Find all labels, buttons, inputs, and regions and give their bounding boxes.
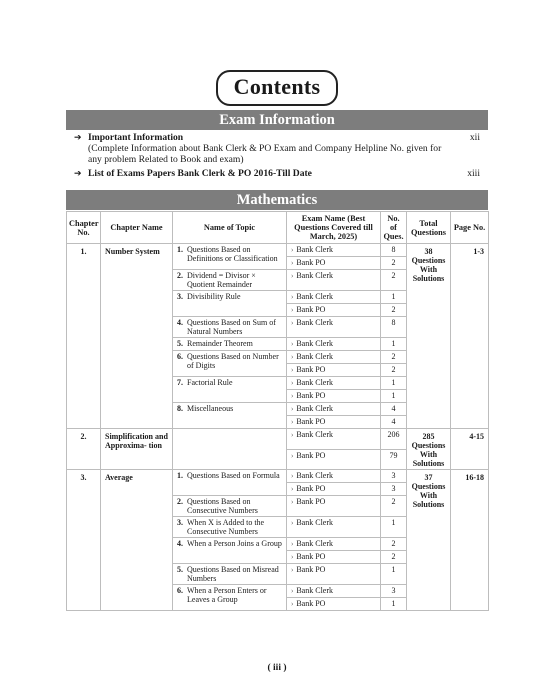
chapter-number: 1.: [67, 244, 101, 429]
topic-name: Remainder Theorem: [187, 339, 253, 348]
info-page-number: xiii: [467, 168, 480, 179]
question-count: 1: [381, 377, 407, 390]
chevron-right-icon: ›: [291, 540, 294, 548]
question-count: 4: [381, 416, 407, 429]
chevron-right-icon: ›: [291, 392, 294, 400]
chevron-right-icon: ›: [291, 306, 294, 314]
table-row: [67, 429, 489, 450]
exam-name-cell: [287, 517, 381, 538]
column-header-topic: Name of Topic: [173, 212, 287, 244]
info-heading: Important Information: [88, 132, 184, 143]
topic-cell: [173, 585, 287, 611]
column-header-exam: Exam Name (Best Questions Covered till March, 2025): [287, 212, 381, 244]
topic-cell: [173, 564, 287, 585]
exam-name: Bank Clerk: [296, 292, 334, 301]
column-header-chapter-name: Chapter Name: [101, 212, 173, 244]
chevron-right-icon: ›: [291, 272, 294, 280]
topic-name: Miscellaneous: [187, 404, 234, 413]
title-wrapper: [0, 70, 554, 106]
exam-name: Bank Clerk: [296, 586, 334, 595]
contents-table: [66, 211, 489, 611]
topic-cell: [173, 403, 287, 429]
info-item-exam-list: [74, 168, 488, 180]
column-header-page-no: Page No.: [451, 212, 489, 244]
table-header-row: [67, 212, 489, 244]
topic-cell: [173, 538, 287, 564]
table-row: [67, 244, 489, 257]
info-page-number: xii: [469, 132, 480, 143]
info-item-important: [74, 132, 488, 166]
exam-name-cell: [287, 429, 381, 450]
column-header-no-of-ques: No. of Ques.: [381, 212, 407, 244]
total-questions: 38 Questions With Solutions: [407, 244, 451, 429]
topic-number: 2.: [177, 271, 183, 280]
exam-name: Bank Clerk: [296, 539, 334, 548]
chevron-right-icon: ›: [291, 405, 294, 413]
topic-name: Questions Based on Consecutive Numbers: [187, 497, 258, 515]
topic-name: When X is Added to the Consecutive Numbers: [187, 518, 265, 536]
right-arrow-icon: ➔: [74, 132, 82, 142]
exam-name: Bank Clerk: [296, 339, 334, 348]
chevron-right-icon: ›: [291, 553, 294, 561]
exam-name-cell: [287, 291, 381, 304]
exam-name: Bank PO: [296, 391, 326, 400]
table-row: [67, 470, 489, 483]
topic-name: Dividend = Divisor × Quotient Remainder: [187, 271, 256, 289]
topic-cell: [173, 270, 287, 291]
exam-name-cell: [287, 270, 381, 291]
page-number: 4-15: [451, 429, 489, 470]
topic-name: Questions Based on Definitions or Classification: [187, 245, 278, 263]
topic-name: Questions Based on Formula: [187, 471, 280, 480]
topic-number: 4.: [177, 318, 183, 327]
question-count: 2: [381, 257, 407, 270]
topic-name: Questions Based on Sum of Natural Numbers: [187, 318, 276, 336]
chevron-right-icon: ›: [291, 259, 294, 267]
exam-name-cell: [287, 390, 381, 403]
exam-name-cell: [287, 364, 381, 377]
topic-number: 4.: [177, 539, 183, 548]
right-arrow-icon: ➔: [74, 168, 82, 178]
exam-name-cell: [287, 470, 381, 483]
exam-name: Bank Clerk: [296, 318, 334, 327]
chevron-right-icon: ›: [291, 498, 294, 506]
page-title: Contents: [216, 70, 339, 106]
topic-number: 1.: [177, 245, 183, 254]
question-count: 1: [381, 390, 407, 403]
question-count: 3: [381, 483, 407, 496]
topic-number: 2.: [177, 497, 183, 506]
exam-name-cell: [287, 483, 381, 496]
table-body: [67, 244, 489, 611]
question-count: 8: [381, 244, 407, 257]
exam-name: Bank PO: [296, 565, 326, 574]
exam-name: Bank PO: [296, 599, 326, 608]
question-count: 2: [381, 304, 407, 317]
page-number: 1-3: [451, 244, 489, 429]
exam-name-cell: [287, 551, 381, 564]
topic-cell: [173, 338, 287, 351]
exam-name-cell: [287, 317, 381, 338]
exam-name-cell: [287, 449, 381, 470]
question-count: 3: [381, 585, 407, 598]
topic-number: 5.: [177, 565, 183, 574]
topic-name: When a Person Joins a Group: [187, 539, 282, 548]
question-count: 79: [381, 449, 407, 470]
chevron-right-icon: ›: [291, 600, 294, 608]
chevron-right-icon: ›: [291, 566, 294, 574]
question-count: 1: [381, 291, 407, 304]
exam-information-heading: Exam Information: [66, 110, 488, 130]
topic-cell: [173, 291, 287, 317]
mathematics-heading: Mathematics: [66, 190, 488, 210]
exam-name: Bank PO: [296, 305, 326, 314]
topic-number: 5.: [177, 339, 183, 348]
info-detail: (Complete Information about Bank Clerk & PO Exam and Company Helpline No. given for any problem Related to Book and exam): [88, 143, 442, 165]
exam-name: Bank PO: [296, 417, 326, 426]
topic-cell: [173, 429, 287, 470]
total-questions: 285 Questions With Solutions: [407, 429, 451, 470]
question-count: 4: [381, 403, 407, 416]
topic-cell: [173, 517, 287, 538]
info-text: [88, 168, 448, 179]
topic-cell: [173, 317, 287, 338]
topic-name: When a Person Enters or Leaves a Group: [187, 586, 267, 604]
topic-name: Divisibility Rule: [187, 292, 241, 301]
exam-name: Bank Clerk: [296, 245, 334, 254]
topic-cell: [173, 496, 287, 517]
exam-name-cell: [287, 598, 381, 611]
exam-name: Bank Clerk: [296, 430, 334, 439]
question-count: 1: [381, 598, 407, 611]
exam-name: Bank Clerk: [296, 378, 334, 387]
chevron-right-icon: ›: [291, 418, 294, 426]
question-count: 8: [381, 317, 407, 338]
question-count: 1: [381, 517, 407, 538]
chapter-name: Number System: [101, 244, 173, 429]
question-count: 2: [381, 270, 407, 291]
exam-name-cell: [287, 416, 381, 429]
chevron-right-icon: ›: [291, 472, 294, 480]
exam-name: Bank Clerk: [296, 271, 334, 280]
exam-name-cell: [287, 377, 381, 390]
question-count: 2: [381, 551, 407, 564]
chevron-right-icon: ›: [291, 293, 294, 301]
exam-name: Bank PO: [296, 497, 326, 506]
exam-name: Bank PO: [296, 552, 326, 561]
exam-name: Bank PO: [296, 365, 326, 374]
question-count: 1: [381, 338, 407, 351]
topic-cell: [173, 470, 287, 496]
chevron-right-icon: ›: [291, 366, 294, 374]
exam-name: Bank PO: [296, 258, 326, 267]
topic-number: 3.: [177, 518, 183, 527]
chevron-right-icon: ›: [291, 379, 294, 387]
total-questions: 37 Questions With Solutions: [407, 470, 451, 611]
chevron-right-icon: ›: [291, 587, 294, 595]
exam-name: Bank Clerk: [296, 518, 334, 527]
topic-number: 1.: [177, 471, 183, 480]
chapter-name: Simplification and Approxima- tion: [101, 429, 173, 470]
page-number-footer: ( iii ): [267, 663, 287, 673]
exam-name: Bank PO: [296, 450, 326, 460]
exam-name-cell: [287, 257, 381, 270]
column-header-chapter-no: Chapter No.: [67, 212, 101, 244]
chapter-number: 3.: [67, 470, 101, 611]
exam-name-cell: [287, 403, 381, 416]
question-count: 3: [381, 470, 407, 483]
chevron-right-icon: ›: [291, 431, 294, 439]
exam-name: Bank Clerk: [296, 404, 334, 413]
exam-name: Bank Clerk: [296, 352, 334, 361]
chevron-right-icon: ›: [291, 246, 294, 254]
chevron-right-icon: ›: [291, 519, 294, 527]
topic-number: 6.: [177, 352, 183, 361]
topic-cell: [173, 377, 287, 403]
exam-name: Bank PO: [296, 484, 326, 493]
exam-name-cell: [287, 564, 381, 585]
chevron-right-icon: ›: [291, 340, 294, 348]
info-heading: List of Exams Papers Bank Clerk & PO 2016-Till Date: [88, 168, 312, 179]
topic-name: Questions Based on Misread Numbers: [187, 565, 279, 583]
exam-name: Bank Clerk: [296, 471, 334, 480]
chevron-right-icon: ›: [291, 353, 294, 361]
exam-name-cell: [287, 585, 381, 598]
exam-name-cell: [287, 304, 381, 317]
chevron-right-icon: ›: [291, 319, 294, 327]
topic-number: 3.: [177, 292, 183, 301]
exam-name-cell: [287, 351, 381, 364]
topic-cell: [173, 244, 287, 270]
chapter-name: Average: [101, 470, 173, 611]
exam-name-cell: [287, 538, 381, 551]
topic-number: 7.: [177, 378, 183, 387]
chapter-number: 2.: [67, 429, 101, 470]
page-number: 16-18: [451, 470, 489, 611]
question-count: 1: [381, 564, 407, 585]
exam-name-cell: [287, 244, 381, 257]
chevron-right-icon: ›: [291, 485, 294, 493]
chevron-right-icon: ›: [291, 451, 294, 460]
question-count: 2: [381, 351, 407, 364]
topic-cell: [173, 351, 287, 377]
column-header-total-questions: Total Questions: [407, 212, 451, 244]
question-count: 2: [381, 364, 407, 377]
question-count: 2: [381, 538, 407, 551]
topic-name: Questions Based on Number of Digits: [187, 352, 279, 370]
question-count: 206: [381, 429, 407, 450]
topic-name: Factorial Rule: [187, 378, 233, 387]
topic-number: 6.: [177, 586, 183, 595]
exam-name-cell: [287, 338, 381, 351]
exam-name-cell: [287, 496, 381, 517]
info-text: [88, 132, 448, 165]
topic-number: 8.: [177, 404, 183, 413]
question-count: 2: [381, 496, 407, 517]
